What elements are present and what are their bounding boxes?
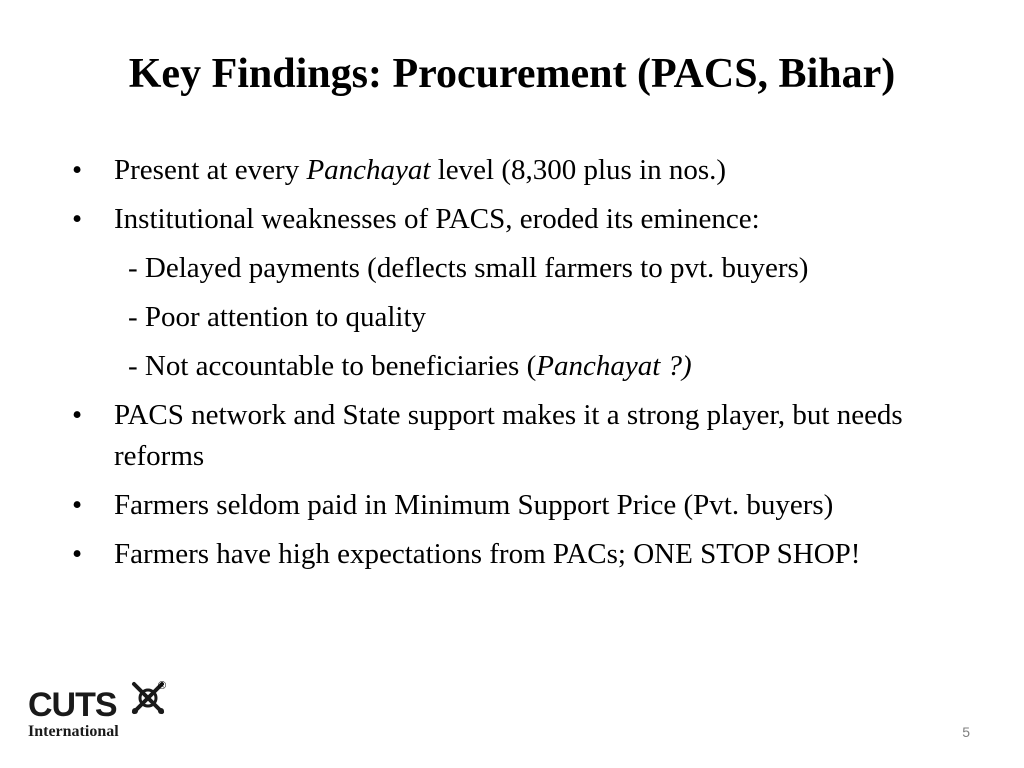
sub-item xyxy=(72,346,972,387)
bullet-text: Institutional weaknesses of PACS, eroded its eminence: xyxy=(114,203,760,235)
cuts-logo xyxy=(28,680,178,744)
bullet-dot: • xyxy=(72,154,83,186)
logo-subtitle: International xyxy=(28,723,119,740)
bullet-list xyxy=(72,150,972,583)
bullet-item xyxy=(72,534,972,575)
registered-mark: ® xyxy=(158,680,167,692)
bullet-dot: • xyxy=(72,538,83,570)
sub-item: - Poor attention to quality xyxy=(128,301,427,333)
bullet-item xyxy=(72,395,972,477)
bullet-italic-text: Panchayat xyxy=(306,154,431,186)
slide-title: Key Findings: Procurement (PACS, Bihar) xyxy=(128,51,896,97)
bullet-text: level (8,300 plus in nos.) xyxy=(430,154,727,186)
page-number: 5 xyxy=(962,724,970,740)
sub-item-text: - Not accountable to beneficiaries ( xyxy=(128,350,537,382)
sub-item-italic-text: Panchayat ?) xyxy=(536,350,692,382)
bullet-dot: • xyxy=(72,399,83,431)
bullet-text: Present at every xyxy=(114,154,307,186)
sub-item: - Delayed payments (deflects small farmers to pvt. buyers) xyxy=(128,252,809,284)
bullet-text: Farmers have high expectations from PACs; ONE STOP SHOP! xyxy=(114,538,861,570)
bullet-text: Farmers seldom paid in Minimum Support Price (Pvt. buyers) xyxy=(114,489,834,521)
bullet-dot: • xyxy=(72,489,83,521)
bullet-item xyxy=(72,485,972,526)
bullet-item xyxy=(72,199,972,240)
bullet-dot: • xyxy=(72,203,83,235)
bullet-text: PACS network and State support makes it a strong player, but needs reforms xyxy=(114,399,903,472)
bullet-item xyxy=(72,150,972,191)
logo-wordmark: CUTS xyxy=(28,686,117,724)
